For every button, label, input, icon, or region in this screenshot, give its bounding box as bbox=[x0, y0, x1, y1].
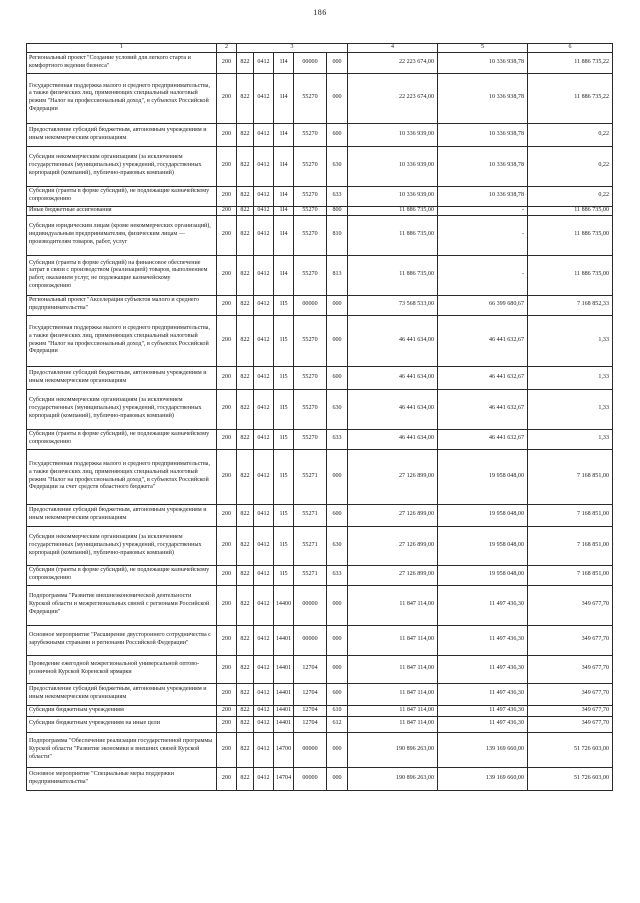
row-name-cell: Субсидии (гранты в форме субсидий), не подлежащие казначейскому сопровождению bbox=[27, 186, 217, 206]
remaining-amount-cell: 7 168 851,00 bbox=[528, 449, 613, 504]
row-name-cell: Иные бюджетные ассигнования bbox=[27, 206, 217, 215]
section-code-cell: 0412 bbox=[254, 73, 274, 123]
target-subcode-cell: 55270 bbox=[294, 146, 327, 186]
table-row bbox=[27, 146, 613, 186]
approved-amount-cell: 10 336 939,00 bbox=[348, 123, 438, 146]
section-code-cell: 0412 bbox=[254, 366, 274, 389]
expense-type-code-cell: 000 bbox=[327, 585, 348, 625]
table-row bbox=[27, 655, 613, 683]
table-row bbox=[27, 73, 613, 123]
admin-code-cell: 200 bbox=[217, 429, 237, 449]
executed-amount-cell: 10 336 938,78 bbox=[438, 146, 528, 186]
header-cell-5: 5 bbox=[438, 44, 528, 53]
target-article-code-cell: 14401 bbox=[274, 683, 294, 705]
expense-type-code-cell: 000 bbox=[327, 52, 348, 73]
dept-code-cell: 822 bbox=[237, 429, 254, 449]
section-code-cell: 0412 bbox=[254, 716, 274, 732]
target-article-code-cell: 14400 bbox=[274, 585, 294, 625]
remaining-amount-cell: 349 677,70 bbox=[528, 625, 613, 655]
remaining-amount-cell: 349 677,70 bbox=[528, 716, 613, 732]
target-subcode-cell: 55270 bbox=[294, 315, 327, 366]
executed-amount-cell: 46 441 632,67 bbox=[438, 366, 528, 389]
header-cell-2: 2 bbox=[217, 44, 237, 53]
header-cell-3: 3 bbox=[237, 44, 348, 53]
row-name-cell: Основное мероприятие "Расширение двустороннего сотрудничества с зарубежными странами и регионами Российской Федерации" bbox=[27, 625, 217, 655]
page-number: 186 bbox=[313, 8, 327, 17]
admin-code-cell: 200 bbox=[217, 585, 237, 625]
approved-amount-cell: 11 886 735,00 bbox=[348, 255, 438, 295]
section-code-cell: 0412 bbox=[254, 389, 274, 429]
admin-code-cell: 200 bbox=[217, 625, 237, 655]
header-cell-4: 4 bbox=[348, 44, 438, 53]
target-subcode-cell: 55271 bbox=[294, 526, 327, 565]
row-name-cell: Предоставление субсидий бюджетным, автономным учреждениям и иным некоммерческим организациям bbox=[27, 123, 217, 146]
remaining-amount-cell: 7 168 852,33 bbox=[528, 295, 613, 315]
section-code-cell: 0412 bbox=[254, 732, 274, 767]
remaining-amount-cell: 51 726 603,00 bbox=[528, 767, 613, 790]
executed-amount-cell: 11 497 436,30 bbox=[438, 716, 528, 732]
admin-code-cell: 200 bbox=[217, 295, 237, 315]
remaining-amount-cell: 11 886 735,00 bbox=[528, 215, 613, 255]
target-subcode-cell: 55270 bbox=[294, 429, 327, 449]
table-row bbox=[27, 683, 613, 705]
row-name-cell: Субсидии юридическим лицам (кроме некоммерческих организаций), индивидуальным предпринимателям, физическим лицам — производителям товаров, работ, услуг bbox=[27, 215, 217, 255]
expense-type-code-cell: 630 bbox=[327, 526, 348, 565]
section-code-cell: 0412 bbox=[254, 655, 274, 683]
table-row bbox=[27, 504, 613, 526]
admin-code-cell: 200 bbox=[217, 655, 237, 683]
admin-code-cell: 200 bbox=[217, 315, 237, 366]
target-article-code-cell: 1I4 bbox=[274, 73, 294, 123]
section-code-cell: 0412 bbox=[254, 449, 274, 504]
dept-code-cell: 822 bbox=[237, 526, 254, 565]
section-code-cell: 0412 bbox=[254, 186, 274, 206]
table-row bbox=[27, 389, 613, 429]
table-row bbox=[27, 429, 613, 449]
section-code-cell: 0412 bbox=[254, 705, 274, 716]
table-row bbox=[27, 767, 613, 790]
table-row bbox=[27, 215, 613, 255]
admin-code-cell: 200 bbox=[217, 255, 237, 295]
admin-code-cell: 200 bbox=[217, 767, 237, 790]
expense-type-code-cell: 612 bbox=[327, 716, 348, 732]
header-cell-6: 6 bbox=[528, 44, 613, 53]
admin-code-cell: 200 bbox=[217, 206, 237, 215]
executed-amount-cell: 19 958 048,00 bbox=[438, 565, 528, 585]
executed-amount-cell: 11 497 436,30 bbox=[438, 705, 528, 716]
executed-amount-cell: 19 958 048,00 bbox=[438, 504, 528, 526]
row-name-cell: Субсидии бюджетным учреждениям на иные цели bbox=[27, 716, 217, 732]
dept-code-cell: 822 bbox=[237, 655, 254, 683]
section-code-cell: 0412 bbox=[254, 429, 274, 449]
row-name-cell: Субсидии бюджетным учреждениям bbox=[27, 705, 217, 716]
admin-code-cell: 200 bbox=[217, 504, 237, 526]
row-name-cell: Подпрограмма "Развитие внешнеэкономической деятельности Курской области и межрегиональных связей с регионами Российской Федерации" bbox=[27, 585, 217, 625]
table-row bbox=[27, 315, 613, 366]
admin-code-cell: 200 bbox=[217, 449, 237, 504]
target-article-code-cell: 14700 bbox=[274, 732, 294, 767]
approved-amount-cell: 11 847 114,00 bbox=[348, 705, 438, 716]
admin-code-cell: 200 bbox=[217, 366, 237, 389]
dept-code-cell: 822 bbox=[237, 146, 254, 186]
target-subcode-cell: 55271 bbox=[294, 565, 327, 585]
admin-code-cell: 200 bbox=[217, 565, 237, 585]
executed-amount-cell: 10 336 938,78 bbox=[438, 186, 528, 206]
remaining-amount-cell: 349 677,70 bbox=[528, 683, 613, 705]
dept-code-cell: 822 bbox=[237, 449, 254, 504]
target-subcode-cell: 12704 bbox=[294, 683, 327, 705]
row-name-cell: Региональный проект "Акселерация субъектов малого и среднего предпринимательства" bbox=[27, 295, 217, 315]
row-name-cell: Проведение ежегодной межрегиональной универсальной оптово-розничной Курской Коренской ярмарки bbox=[27, 655, 217, 683]
target-article-code-cell: 1I4 bbox=[274, 146, 294, 186]
approved-amount-cell: 10 336 939,00 bbox=[348, 186, 438, 206]
admin-code-cell: 200 bbox=[217, 123, 237, 146]
expense-type-code-cell: 630 bbox=[327, 389, 348, 429]
section-code-cell: 0412 bbox=[254, 315, 274, 366]
approved-amount-cell: 11 886 735,00 bbox=[348, 215, 438, 255]
remaining-amount-cell: 1,33 bbox=[528, 315, 613, 366]
admin-code-cell: 200 bbox=[217, 705, 237, 716]
approved-amount-cell: 46 441 634,00 bbox=[348, 366, 438, 389]
executed-amount-cell: - bbox=[438, 206, 528, 215]
dept-code-cell: 822 bbox=[237, 625, 254, 655]
section-code-cell: 0412 bbox=[254, 123, 274, 146]
target-article-code-cell: 1I5 bbox=[274, 526, 294, 565]
target-subcode-cell: 55271 bbox=[294, 449, 327, 504]
remaining-amount-cell: 1,33 bbox=[528, 389, 613, 429]
approved-amount-cell: 46 441 634,00 bbox=[348, 315, 438, 366]
executed-amount-cell: 46 441 632,67 bbox=[438, 315, 528, 366]
remaining-amount-cell: 0,22 bbox=[528, 186, 613, 206]
expense-type-code-cell: 633 bbox=[327, 186, 348, 206]
dept-code-cell: 822 bbox=[237, 767, 254, 790]
table-row bbox=[27, 295, 613, 315]
section-code-cell: 0412 bbox=[254, 585, 274, 625]
approved-amount-cell: 11 847 114,00 bbox=[348, 585, 438, 625]
admin-code-cell: 200 bbox=[217, 52, 237, 73]
admin-code-cell: 200 bbox=[217, 683, 237, 705]
dept-code-cell: 822 bbox=[237, 123, 254, 146]
dept-code-cell: 822 bbox=[237, 504, 254, 526]
expense-type-code-cell: 610 bbox=[327, 705, 348, 716]
table-row bbox=[27, 625, 613, 655]
column-number-row bbox=[27, 44, 613, 53]
target-article-code-cell: 1I4 bbox=[274, 206, 294, 215]
approved-amount-cell: 11 847 114,00 bbox=[348, 655, 438, 683]
row-name-cell: Субсидии некоммерческим организациям (за исключением государственных (муниципальных) учреждений, государственных корпораций (компаний), публично-правовых компаний) bbox=[27, 389, 217, 429]
target-subcode-cell: 55270 bbox=[294, 73, 327, 123]
row-name-cell: Государственная поддержка малого и среднего предпринимательства, а также физических лиц, применяющих специальный налоговый режим "Налог на профессиональный доход", в субъектах Российской Федерации за счет средств областного бюджета" bbox=[27, 449, 217, 504]
admin-code-cell: 200 bbox=[217, 215, 237, 255]
target-article-code-cell: 1I4 bbox=[274, 123, 294, 146]
section-code-cell: 0412 bbox=[254, 295, 274, 315]
dept-code-cell: 822 bbox=[237, 255, 254, 295]
admin-code-cell: 200 bbox=[217, 716, 237, 732]
target-article-code-cell: 1I4 bbox=[274, 186, 294, 206]
expense-type-code-cell: 633 bbox=[327, 565, 348, 585]
approved-amount-cell: 46 441 634,00 bbox=[348, 429, 438, 449]
approved-amount-cell: 22 223 674,00 bbox=[348, 52, 438, 73]
approved-amount-cell: 73 568 533,00 bbox=[348, 295, 438, 315]
expense-type-code-cell: 600 bbox=[327, 683, 348, 705]
approved-amount-cell: 11 847 114,00 bbox=[348, 625, 438, 655]
dept-code-cell: 822 bbox=[237, 73, 254, 123]
target-article-code-cell: 1I4 bbox=[274, 255, 294, 295]
section-code-cell: 0412 bbox=[254, 206, 274, 215]
target-subcode-cell: 55270 bbox=[294, 123, 327, 146]
remaining-amount-cell: 1,33 bbox=[528, 366, 613, 389]
section-code-cell: 0412 bbox=[254, 683, 274, 705]
approved-amount-cell: 27 126 899,00 bbox=[348, 449, 438, 504]
header-cell-1: 1 bbox=[27, 44, 217, 53]
remaining-amount-cell: 11 886 735,00 bbox=[528, 206, 613, 215]
executed-amount-cell: 139 169 660,00 bbox=[438, 767, 528, 790]
expense-type-code-cell: 600 bbox=[327, 504, 348, 526]
row-name-cell: Основное мероприятие "Специальные меры поддержки предпринимательства" bbox=[27, 767, 217, 790]
table-row bbox=[27, 565, 613, 585]
executed-amount-cell: 10 336 938,78 bbox=[438, 52, 528, 73]
dept-code-cell: 822 bbox=[237, 716, 254, 732]
target-subcode-cell: 00000 bbox=[294, 295, 327, 315]
remaining-amount-cell: 349 677,70 bbox=[528, 655, 613, 683]
table-row bbox=[27, 186, 613, 206]
expense-type-code-cell: 600 bbox=[327, 123, 348, 146]
target-article-code-cell: 1I5 bbox=[274, 565, 294, 585]
executed-amount-cell: 11 497 436,30 bbox=[438, 655, 528, 683]
dept-code-cell: 822 bbox=[237, 705, 254, 716]
executed-amount-cell: 46 441 632,67 bbox=[438, 429, 528, 449]
target-article-code-cell: 1I4 bbox=[274, 215, 294, 255]
target-subcode-cell: 12704 bbox=[294, 705, 327, 716]
remaining-amount-cell: 11 886 735,22 bbox=[528, 73, 613, 123]
dept-code-cell: 822 bbox=[237, 52, 254, 73]
table-row bbox=[27, 255, 613, 295]
remaining-amount-cell: 11 886 735,22 bbox=[528, 52, 613, 73]
section-code-cell: 0412 bbox=[254, 255, 274, 295]
target-subcode-cell: 00000 bbox=[294, 52, 327, 73]
remaining-amount-cell: 7 168 851,00 bbox=[528, 565, 613, 585]
row-name-cell: Государственная поддержка малого и среднего предпринимательства, а также физических лиц, применяющих специальный налоговый режим "Налог на профессиональный доход", в субъектах Российской Федерации bbox=[27, 73, 217, 123]
section-code-cell: 0412 bbox=[254, 215, 274, 255]
executed-amount-cell: 46 441 632,67 bbox=[438, 389, 528, 429]
table-row bbox=[27, 716, 613, 732]
remaining-amount-cell: 1,33 bbox=[528, 429, 613, 449]
approved-amount-cell: 27 126 899,00 bbox=[348, 504, 438, 526]
expense-type-code-cell: 000 bbox=[327, 315, 348, 366]
row-name-cell: Субсидии (гранты в форме субсидий) на финансовое обеспечение затрат в связи с производством (реализацией) товаров, выполнением работ, оказанием услуг, не подлежащие казначейскому сопровождению bbox=[27, 255, 217, 295]
approved-amount-cell: 27 126 899,00 bbox=[348, 565, 438, 585]
expense-type-code-cell: 000 bbox=[327, 767, 348, 790]
admin-code-cell: 200 bbox=[217, 146, 237, 186]
expense-type-code-cell: 630 bbox=[327, 146, 348, 186]
target-article-code-cell: 1I5 bbox=[274, 449, 294, 504]
dept-code-cell: 822 bbox=[237, 295, 254, 315]
row-name-cell: Субсидии (гранты в форме субсидий), не подлежащие казначейскому сопровождению bbox=[27, 565, 217, 585]
admin-code-cell: 200 bbox=[217, 73, 237, 123]
remaining-amount-cell: 0,22 bbox=[528, 123, 613, 146]
table-row bbox=[27, 732, 613, 767]
expense-type-code-cell: 800 bbox=[327, 206, 348, 215]
table-row bbox=[27, 526, 613, 565]
expense-type-code-cell: 813 bbox=[327, 255, 348, 295]
dept-code-cell: 822 bbox=[237, 186, 254, 206]
dept-code-cell: 822 bbox=[237, 585, 254, 625]
row-name-cell: Предоставление субсидий бюджетным, автономным учреждениям и иным некоммерческим организациям bbox=[27, 366, 217, 389]
target-article-code-cell: 14401 bbox=[274, 655, 294, 683]
executed-amount-cell: - bbox=[438, 255, 528, 295]
expense-type-code-cell: 633 bbox=[327, 429, 348, 449]
dept-code-cell: 822 bbox=[237, 732, 254, 767]
executed-amount-cell: 19 958 048,00 bbox=[438, 526, 528, 565]
section-code-cell: 0412 bbox=[254, 52, 274, 73]
executed-amount-cell: 11 497 436,30 bbox=[438, 585, 528, 625]
target-article-code-cell: 1I5 bbox=[274, 295, 294, 315]
section-code-cell: 0412 bbox=[254, 625, 274, 655]
target-subcode-cell: 55270 bbox=[294, 206, 327, 215]
executed-amount-cell: 10 336 938,78 bbox=[438, 123, 528, 146]
row-name-cell: Субсидии (гранты в форме субсидий), не подлежащие казначейскому сопровождению bbox=[27, 429, 217, 449]
target-subcode-cell: 55270 bbox=[294, 255, 327, 295]
dept-code-cell: 822 bbox=[237, 206, 254, 215]
remaining-amount-cell: 11 886 735,00 bbox=[528, 255, 613, 295]
dept-code-cell: 822 bbox=[237, 565, 254, 585]
approved-amount-cell: 46 441 634,00 bbox=[348, 389, 438, 429]
target-article-code-cell: 1I4 bbox=[274, 52, 294, 73]
target-article-code-cell: 1I5 bbox=[274, 315, 294, 366]
approved-amount-cell: 190 896 263,00 bbox=[348, 767, 438, 790]
expense-type-code-cell: 000 bbox=[327, 655, 348, 683]
table-row bbox=[27, 206, 613, 215]
row-name-cell: Государственная поддержка малого и среднего предпринимательства, а также физических лиц, применяющих специальный налоговый режим "Налог на профессиональный доход", в субъектах Российской Федерации bbox=[27, 315, 217, 366]
row-name-cell: Подпрограмма "Обеспечение реализации государственной программы Курской области "Развитие экономики и внешних связей Курской области" bbox=[27, 732, 217, 767]
dept-code-cell: 822 bbox=[237, 366, 254, 389]
admin-code-cell: 200 bbox=[217, 389, 237, 429]
target-subcode-cell: 00000 bbox=[294, 585, 327, 625]
table-row bbox=[27, 449, 613, 504]
target-subcode-cell: 00000 bbox=[294, 767, 327, 790]
target-subcode-cell: 55271 bbox=[294, 504, 327, 526]
target-subcode-cell: 00000 bbox=[294, 625, 327, 655]
section-code-cell: 0412 bbox=[254, 565, 274, 585]
remaining-amount-cell: 349 677,70 bbox=[528, 585, 613, 625]
approved-amount-cell: 11 847 114,00 bbox=[348, 683, 438, 705]
target-subcode-cell: 12704 bbox=[294, 716, 327, 732]
budget-table bbox=[26, 43, 613, 791]
expense-type-code-cell: 000 bbox=[327, 732, 348, 767]
admin-code-cell: 200 bbox=[217, 732, 237, 767]
approved-amount-cell: 11 847 114,00 bbox=[348, 716, 438, 732]
target-subcode-cell: 55270 bbox=[294, 186, 327, 206]
executed-amount-cell: - bbox=[438, 215, 528, 255]
target-subcode-cell: 00000 bbox=[294, 732, 327, 767]
approved-amount-cell: 11 886 735,00 bbox=[348, 206, 438, 215]
section-code-cell: 0412 bbox=[254, 146, 274, 186]
expense-type-code-cell: 810 bbox=[327, 215, 348, 255]
dept-code-cell: 822 bbox=[237, 215, 254, 255]
remaining-amount-cell: 349 677,70 bbox=[528, 705, 613, 716]
expense-type-code-cell: 000 bbox=[327, 73, 348, 123]
expense-type-code-cell: 600 bbox=[327, 366, 348, 389]
target-subcode-cell: 55270 bbox=[294, 366, 327, 389]
executed-amount-cell: 11 497 436,30 bbox=[438, 625, 528, 655]
executed-amount-cell: 11 497 436,30 bbox=[438, 683, 528, 705]
section-code-cell: 0412 bbox=[254, 526, 274, 565]
executed-amount-cell: 19 958 048,00 bbox=[438, 449, 528, 504]
remaining-amount-cell: 0,22 bbox=[528, 146, 613, 186]
target-article-code-cell: 1I5 bbox=[274, 366, 294, 389]
target-subcode-cell: 12704 bbox=[294, 655, 327, 683]
target-article-code-cell: 1I5 bbox=[274, 389, 294, 429]
row-name-cell: Субсидии некоммерческим организациям (за исключением государственных (муниципальных) учреждений, государственных корпораций (компаний), публично-правовых компаний) bbox=[27, 526, 217, 565]
executed-amount-cell: 66 399 680,67 bbox=[438, 295, 528, 315]
table-row bbox=[27, 585, 613, 625]
executed-amount-cell: 10 336 938,78 bbox=[438, 73, 528, 123]
target-article-code-cell: 1I5 bbox=[274, 504, 294, 526]
expense-type-code-cell: 000 bbox=[327, 625, 348, 655]
row-name-cell: Предоставление субсидий бюджетным, автономным учреждениям и иным некоммерческим организациям bbox=[27, 683, 217, 705]
dept-code-cell: 822 bbox=[237, 315, 254, 366]
row-name-cell: Региональный проект "Создание условий для легкого старта и комфортного ведения бизнеса" bbox=[27, 52, 217, 73]
section-code-cell: 0412 bbox=[254, 504, 274, 526]
target-subcode-cell: 55270 bbox=[294, 215, 327, 255]
target-article-code-cell: 1I5 bbox=[274, 429, 294, 449]
approved-amount-cell: 27 126 899,00 bbox=[348, 526, 438, 565]
row-name-cell: Предоставление субсидий бюджетным, автономным учреждениям и иным некоммерческим организациям bbox=[27, 504, 217, 526]
section-code-cell: 0412 bbox=[254, 767, 274, 790]
target-subcode-cell: 55270 bbox=[294, 389, 327, 429]
target-article-code-cell: 14704 bbox=[274, 767, 294, 790]
approved-amount-cell: 10 336 939,00 bbox=[348, 146, 438, 186]
admin-code-cell: 200 bbox=[217, 186, 237, 206]
dept-code-cell: 822 bbox=[237, 683, 254, 705]
executed-amount-cell: 139 169 660,00 bbox=[438, 732, 528, 767]
row-name-cell: Субсидии некоммерческим организациям (за исключением государственных (муниципальных) учреждений, государственных корпораций (компаний), публично-правовых компаний) bbox=[27, 146, 217, 186]
remaining-amount-cell: 7 168 851,00 bbox=[528, 504, 613, 526]
target-article-code-cell: 14401 bbox=[274, 716, 294, 732]
remaining-amount-cell: 7 168 851,00 bbox=[528, 526, 613, 565]
approved-amount-cell: 190 896 263,00 bbox=[348, 732, 438, 767]
target-article-code-cell: 14401 bbox=[274, 705, 294, 716]
table-row bbox=[27, 123, 613, 146]
remaining-amount-cell: 51 726 603,00 bbox=[528, 732, 613, 767]
table-row bbox=[27, 366, 613, 389]
expense-type-code-cell: 000 bbox=[327, 449, 348, 504]
dept-code-cell: 822 bbox=[237, 389, 254, 429]
expense-type-code-cell: 000 bbox=[327, 295, 348, 315]
approved-amount-cell: 22 223 674,00 bbox=[348, 73, 438, 123]
admin-code-cell: 200 bbox=[217, 526, 237, 565]
target-article-code-cell: 14401 bbox=[274, 625, 294, 655]
table-row bbox=[27, 52, 613, 73]
table-row bbox=[27, 705, 613, 716]
